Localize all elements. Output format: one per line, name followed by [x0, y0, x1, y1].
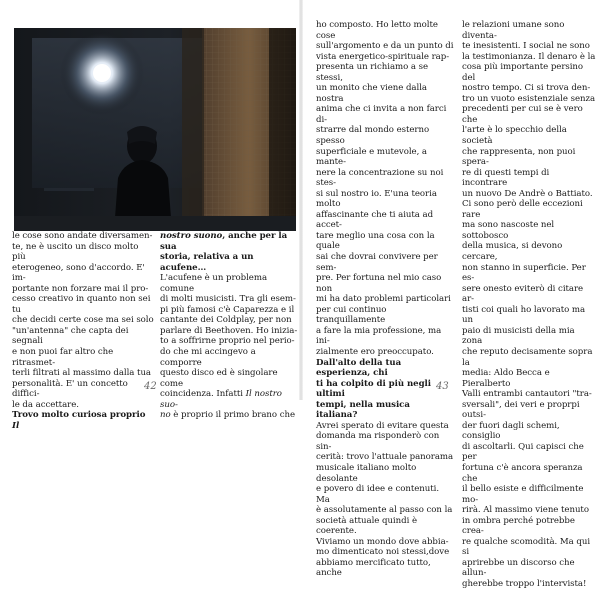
photo-musician [14, 28, 296, 231]
text-line: superficiale e mutevole, a mante- [316, 146, 428, 168]
text-line: sversali", dei veri e proprpi outsi- [462, 399, 580, 421]
interview-question [316, 358, 454, 421]
text-line: gherebbe troppo l'intervista! [462, 578, 587, 589]
text-line: cesso creativo in quanto non sei tu [12, 294, 151, 315]
question-text: storia, relativa a un acufene… [160, 252, 254, 273]
question-text: , anche per la sua [160, 231, 288, 252]
paragraph-answer [12, 231, 154, 410]
photo-illustration [14, 28, 296, 231]
text-line: te, ne è uscito un disco molto più [12, 241, 139, 263]
text-line: presenta un richiamo a se stessi, [316, 62, 429, 83]
text-line: affascinante che ti aiuta ad accet- [316, 209, 434, 231]
text-line: Avrei sperato di evitare questa [316, 420, 449, 431]
question-text: Trovo molto curiosa proprio [12, 410, 146, 421]
text-line: anima che ci invita a non farci di- [316, 104, 447, 125]
text-line: e povero di idee e contenuti. Ma [316, 484, 440, 505]
text-line: mi ha dato problemi particolari [316, 294, 451, 305]
text-line: zialmente ero preoccupato. [316, 346, 434, 357]
text-line: società attuale quindi è coerente. [316, 515, 417, 537]
question-text: ti ha colpito di più negli ultimi [316, 378, 431, 400]
song-title: no [160, 410, 171, 421]
text-line: personalità. E' un concetto diffici- [12, 378, 128, 400]
question-text: tempi, nella musica italiana? [316, 399, 410, 421]
text-line: cosa più importante persino del [462, 62, 584, 83]
text-line: sull'argomento e da un punto di [316, 41, 454, 52]
text-line: le da accettare. [12, 399, 79, 410]
text-line: paio di musicisti della mia zona [462, 325, 575, 347]
interview-question [12, 410, 154, 431]
text-line: fortuna c'è ancora speranza che [462, 462, 583, 484]
paragraph-answer [316, 20, 454, 358]
paragraph-answer [160, 273, 300, 421]
text-line: coincidenza. Infatti [160, 389, 246, 400]
text-line: re qualche scomodità. Ma qui si [462, 536, 591, 558]
text-line: che rappresenta, non puoi spera- [462, 146, 576, 168]
text-line: pi più famosi c'è Caparezza e il [160, 304, 295, 315]
text-line: della musica, si devono cercare, [462, 241, 563, 263]
text-line: questo disco ed è singolare come [160, 368, 278, 389]
text-line: mo dimenticato noi stessi,dove [316, 547, 450, 558]
text-line: in ombra perché potrebbe crea- [462, 515, 575, 537]
text-line: le cose sono andate diversamen- [12, 231, 153, 241]
text-line: tisti coi quali ho lavorato ma un [462, 304, 586, 326]
text-line: vista energetico-spirituale rap- [316, 51, 450, 62]
text-line: il bello esiste e difficilmente mo- [462, 484, 584, 505]
text-line: do che mi accingevo a comporre [160, 347, 256, 368]
text-line: musicale italiano molto desolante [316, 462, 417, 484]
text-line: si sul nostro io. E'una teoria molto [316, 188, 437, 210]
text-line: cerità: trovo l'attuale panorama [316, 452, 454, 463]
text-column-3 [316, 20, 454, 579]
interview-question [160, 231, 300, 273]
text-line: nostro tempo. Ci si trova den- [462, 83, 591, 94]
text-line: to a soffrirne proprio nel perio- [160, 336, 295, 347]
text-line: aprirebbe un discorso che allun- [462, 557, 575, 579]
question-text: Dall'alto della tua esperienza, chi [316, 357, 402, 379]
text-line: re di questi tempi di incontrare [462, 167, 550, 189]
page-number-left: 42 [144, 381, 157, 392]
text-line: di ascoltarli. Qui capisci che per [462, 441, 584, 463]
text-line: abbiamo mercificato tutto, anche [316, 557, 431, 579]
text-line: che decidi certe cose ma sei solo [12, 315, 154, 326]
text-line: un nuovo De Andrè o Battiato. [462, 188, 593, 199]
text-line: per cui continuo tranquillamente [316, 304, 387, 326]
text-line: cantante dei Coldplay, per non [160, 315, 292, 326]
text-line: Valli entrambi cantautori "tra- [462, 389, 592, 400]
paragraph-answer [462, 20, 596, 590]
text-line: tare meglio una cosa con la quale [316, 230, 435, 252]
text-line: rirà. Al massimo viene tenuto [462, 505, 589, 516]
text-line: media: Aldo Becca e Pieralberto [462, 368, 550, 389]
text-line: parlare di Beethoven. Ho inizia- [160, 325, 298, 336]
text-line: ma sono nascoste nel sottobosco [462, 220, 555, 241]
song-title: Il nostro suo- [160, 389, 282, 410]
text-line: tro un vuoto esistenziale senza [462, 93, 596, 104]
text-column-4 [462, 20, 596, 590]
text-line: a fare la mia professione, ma ini- [316, 325, 442, 347]
text-line: portante non forzare mai il pro- [12, 283, 149, 294]
text-line: un monito che viene dalla nostra [316, 83, 427, 104]
text-line: è assolutamente al passo con la [316, 505, 453, 516]
question-italic: nostro suono [160, 231, 223, 241]
text-line: L'acufene è un problema comune [160, 273, 268, 294]
text-line: domanda ma risponderò con sin- [316, 431, 440, 452]
text-line: di molti musicisti. Tra gli esem- [160, 294, 296, 305]
text-line: sere onesto eviterò di citare ar- [462, 283, 584, 305]
text-line: e non puoi far altro che ritrasmet- [12, 347, 114, 368]
text-line: pre. Per fortuna nel mio caso non [316, 273, 442, 294]
text-line: Viviamo un mondo dove abbia- [316, 536, 449, 547]
text-line: ho composto. Ho letto molte cose [316, 20, 438, 41]
page-number-right: 43 [436, 381, 449, 392]
text-column-2 [160, 231, 300, 421]
paragraph-answer [316, 421, 454, 579]
text-line: è proprio il primo brano che [170, 410, 296, 421]
text-line: nere la concentrazione su noi stes- [316, 167, 444, 189]
text-line: terli filtrati al massimo dalla tua [12, 368, 152, 379]
text-line: eterogeneo, sono d'accordo. E' im- [12, 262, 145, 284]
text-line: precedenti per cui se è vero che [462, 104, 583, 125]
text-line: "un'antenna" che capta dei segnali [12, 325, 129, 347]
text-line: la testimonianza. Il denaro è la [462, 51, 596, 62]
text-line: strarre dal mondo esterno spesso [316, 125, 430, 147]
text-line: non stanno in superficie. Per es- [462, 262, 586, 284]
text-line: te inesistenti. I social ne sono [462, 41, 590, 52]
text-column-1 [12, 231, 154, 431]
text-line: l'arte è lo specchio della società [462, 125, 567, 147]
text-line: Ci sono però delle eccezioni rare [462, 199, 583, 220]
text-line: sai che dovrai convivere per sem- [316, 252, 438, 273]
text-line: le relazioni umane sono diventa- [462, 20, 565, 41]
text-line: che reputo decisamente sopra la [462, 346, 593, 368]
question-italic: Il [12, 420, 20, 431]
text-line: der fuori dagli schemi, consiglio [462, 420, 560, 442]
